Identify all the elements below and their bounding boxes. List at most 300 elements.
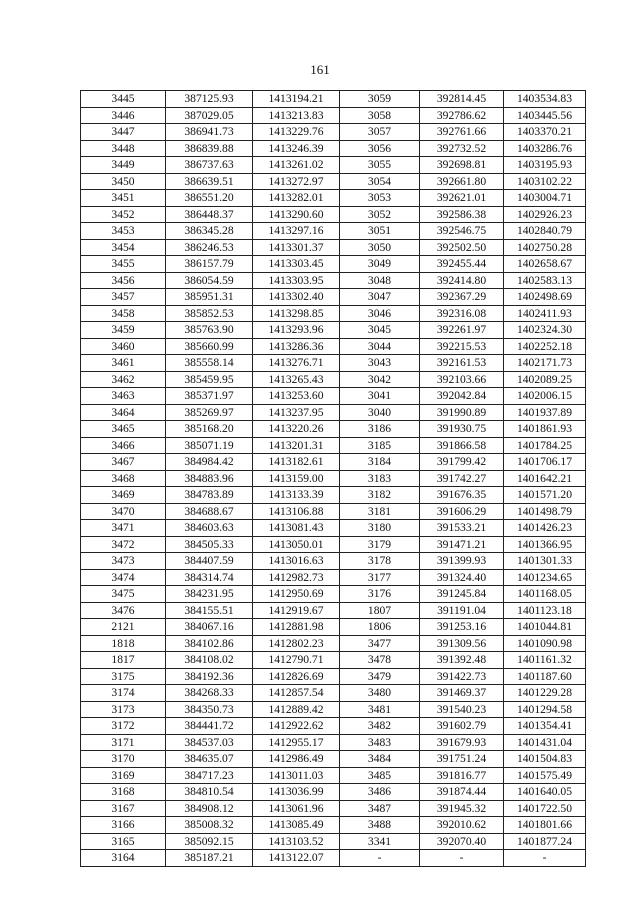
y-coord-left-cell: 1413213.83	[253, 107, 340, 124]
point-id-right-cell: 3478	[340, 652, 420, 669]
y-coord-left-cell: 1413182.61	[253, 454, 340, 471]
table-row	[81, 503, 586, 520]
table-row	[81, 817, 586, 834]
table-row	[81, 767, 586, 784]
y-coord-left-cell: 1413159.00	[253, 470, 340, 487]
x-coord-right-cell: 392367.29	[420, 289, 504, 306]
point-id-right-cell: 3486	[340, 784, 420, 801]
y-coord-right-cell: 1401426.23	[504, 520, 586, 537]
x-coord-right-cell: 392661.80	[420, 173, 504, 190]
y-coord-left-cell: 1413303.45	[253, 256, 340, 273]
y-coord-left-cell: 1412802.23	[253, 635, 340, 652]
x-coord-right-cell: 392455.44	[420, 256, 504, 273]
x-coord-left-cell: 384537.03	[166, 734, 253, 751]
x-coord-left-cell: 385852.53	[166, 305, 253, 322]
y-coord-left-cell: 1413103.52	[253, 833, 340, 850]
point-id-right-cell: 3054	[340, 173, 420, 190]
y-coord-right-cell: 1403370.21	[504, 124, 586, 141]
point-id-left-cell: 3461	[81, 355, 166, 372]
table-row	[81, 734, 586, 751]
y-coord-left-cell: 1413303.95	[253, 272, 340, 289]
point-id-right-cell: 3056	[340, 140, 420, 157]
x-coord-left-cell: 384810.54	[166, 784, 253, 801]
x-coord-left-cell: 386941.73	[166, 124, 253, 141]
y-coord-left-cell: 1413302.40	[253, 289, 340, 306]
point-id-right-cell: 3178	[340, 553, 420, 570]
y-coord-left-cell: 1413016.63	[253, 553, 340, 570]
y-coord-right-cell: 1403286.76	[504, 140, 586, 157]
point-id-right-cell: 3043	[340, 355, 420, 372]
y-coord-right-cell: 1403445.56	[504, 107, 586, 124]
x-coord-right-cell: 391309.56	[420, 635, 504, 652]
point-id-left-cell: 3174	[81, 685, 166, 702]
table-row	[81, 140, 586, 157]
x-coord-right-cell: 392414.80	[420, 272, 504, 289]
y-coord-right-cell: 1402658.67	[504, 256, 586, 273]
x-coord-left-cell: 384314.74	[166, 569, 253, 586]
table-row	[81, 569, 586, 586]
point-id-right-cell: 3185	[340, 437, 420, 454]
y-coord-right-cell: 1402252.18	[504, 338, 586, 355]
y-coord-left-cell: 1413253.60	[253, 388, 340, 405]
x-coord-right-cell: 391471.21	[420, 536, 504, 553]
x-coord-left-cell: 384783.89	[166, 487, 253, 504]
point-id-left-cell: 3474	[81, 569, 166, 586]
point-id-right-cell: 3044	[340, 338, 420, 355]
y-coord-right-cell: 1402411.93	[504, 305, 586, 322]
point-id-right-cell: 3483	[340, 734, 420, 751]
point-id-right-cell: 3048	[340, 272, 420, 289]
x-coord-left-cell: 386054.59	[166, 272, 253, 289]
x-coord-right-cell: 392070.40	[420, 833, 504, 850]
x-coord-left-cell: 384603.63	[166, 520, 253, 537]
table-row	[81, 586, 586, 603]
y-coord-left-cell: 1412889.42	[253, 701, 340, 718]
point-id-left-cell: 3456	[81, 272, 166, 289]
y-coord-right-cell: 1401784.25	[504, 437, 586, 454]
table-row	[81, 536, 586, 553]
table-row	[81, 784, 586, 801]
point-id-left-cell: 3470	[81, 503, 166, 520]
y-coord-left-cell: 1413036.99	[253, 784, 340, 801]
y-coord-right-cell: 1403102.22	[504, 173, 586, 190]
y-coord-left-cell: 1413011.03	[253, 767, 340, 784]
y-coord-right-cell: 1401090.98	[504, 635, 586, 652]
table-row	[81, 685, 586, 702]
y-coord-left-cell: 1412950.69	[253, 586, 340, 603]
y-coord-left-cell: 1413085.49	[253, 817, 340, 834]
x-coord-right-cell: 391816.77	[420, 767, 504, 784]
table-row	[81, 850, 586, 867]
point-id-left-cell: 3445	[81, 91, 166, 108]
point-id-right-cell: 3186	[340, 421, 420, 438]
page-number: 161	[310, 62, 330, 77]
x-coord-right-cell: 391253.16	[420, 619, 504, 636]
point-id-right-cell: 3057	[340, 124, 420, 141]
x-coord-right-cell: 391679.93	[420, 734, 504, 751]
table-row	[81, 553, 586, 570]
y-coord-right-cell: 1401123.18	[504, 602, 586, 619]
y-coord-right-cell: 1401571.20	[504, 487, 586, 504]
table-row	[81, 107, 586, 124]
x-coord-right-cell: 392621.01	[420, 190, 504, 207]
point-id-left-cell: 3168	[81, 784, 166, 801]
y-coord-left-cell: 1412826.69	[253, 668, 340, 685]
x-coord-right-cell: 392316.08	[420, 305, 504, 322]
point-id-right-cell: 3053	[340, 190, 420, 207]
point-id-right-cell: 3480	[340, 685, 420, 702]
point-id-right-cell: 3182	[340, 487, 420, 504]
point-id-left-cell: 3460	[81, 338, 166, 355]
y-coord-left-cell: 1412922.62	[253, 718, 340, 735]
x-coord-right-cell: 392215.53	[420, 338, 504, 355]
y-coord-right-cell: 1401354.41	[504, 718, 586, 735]
point-id-right-cell: 3481	[340, 701, 420, 718]
y-coord-right-cell: 1401168.05	[504, 586, 586, 603]
y-coord-right-cell: 1401366.95	[504, 536, 586, 553]
x-coord-right-cell: 391676.35	[420, 487, 504, 504]
x-coord-right-cell: 392786.62	[420, 107, 504, 124]
y-coord-right-cell: 1401575.49	[504, 767, 586, 784]
y-coord-left-cell: 1413272.97	[253, 173, 340, 190]
y-coord-left-cell: 1412982.73	[253, 569, 340, 586]
table-row	[81, 91, 586, 108]
point-id-right-cell: 3341	[340, 833, 420, 850]
table-row	[81, 338, 586, 355]
y-coord-left-cell: 1413276.71	[253, 355, 340, 372]
x-coord-left-cell: 385763.90	[166, 322, 253, 339]
x-coord-left-cell: 384635.07	[166, 751, 253, 768]
point-id-left-cell: 3170	[81, 751, 166, 768]
y-coord-right-cell: 1401640.05	[504, 784, 586, 801]
point-id-left-cell: 3175	[81, 668, 166, 685]
y-coord-right-cell: 1402840.79	[504, 223, 586, 240]
x-coord-right-cell: 391533.21	[420, 520, 504, 537]
x-coord-left-cell: 386839.88	[166, 140, 253, 157]
point-id-right-cell: 3179	[340, 536, 420, 553]
y-coord-right-cell: 1401301.33	[504, 553, 586, 570]
point-id-right-cell: 1807	[340, 602, 420, 619]
x-coord-right-cell: 391540.23	[420, 701, 504, 718]
x-coord-right-cell: 391469.37	[420, 685, 504, 702]
x-coord-left-cell: 384192.36	[166, 668, 253, 685]
point-id-left-cell: 3476	[81, 602, 166, 619]
point-id-left-cell: 3462	[81, 371, 166, 388]
table-row	[81, 520, 586, 537]
x-coord-left-cell: 385558.14	[166, 355, 253, 372]
table-row	[81, 668, 586, 685]
x-coord-left-cell: 386639.51	[166, 173, 253, 190]
point-id-left-cell: 3464	[81, 404, 166, 421]
x-coord-left-cell: 385269.97	[166, 404, 253, 421]
point-id-left-cell: 3459	[81, 322, 166, 339]
coordinates-table-body	[81, 91, 586, 867]
point-id-left-cell: 3446	[81, 107, 166, 124]
table-row	[81, 371, 586, 388]
table-row	[81, 404, 586, 421]
table-row	[81, 701, 586, 718]
y-coord-left-cell: 1412881.98	[253, 619, 340, 636]
table-row	[81, 388, 586, 405]
table-row	[81, 239, 586, 256]
y-coord-left-cell: 1412986.49	[253, 751, 340, 768]
point-id-right-cell: 1806	[340, 619, 420, 636]
point-id-left-cell: 3450	[81, 173, 166, 190]
table-row	[81, 421, 586, 438]
x-coord-left-cell: 386246.53	[166, 239, 253, 256]
table-row	[81, 272, 586, 289]
x-coord-left-cell: 385459.95	[166, 371, 253, 388]
y-coord-right-cell: 1401937.89	[504, 404, 586, 421]
x-coord-right-cell: 391874.44	[420, 784, 504, 801]
point-id-right-cell: 3487	[340, 800, 420, 817]
point-id-left-cell: 2121	[81, 619, 166, 636]
x-coord-left-cell: 385092.15	[166, 833, 253, 850]
x-coord-left-cell: 385951.31	[166, 289, 253, 306]
y-coord-right-cell: -	[504, 850, 586, 867]
point-id-left-cell: 3468	[81, 470, 166, 487]
x-coord-right-cell: 391799.42	[420, 454, 504, 471]
point-id-left-cell: 3469	[81, 487, 166, 504]
point-id-left-cell: 3463	[81, 388, 166, 405]
x-coord-right-cell: 392010.62	[420, 817, 504, 834]
point-id-left-cell: 3172	[81, 718, 166, 735]
x-coord-left-cell: 384883.96	[166, 470, 253, 487]
point-id-right-cell: 3040	[340, 404, 420, 421]
y-coord-left-cell: 1413201.31	[253, 437, 340, 454]
point-id-right-cell: 3052	[340, 206, 420, 223]
table-row	[81, 190, 586, 207]
y-coord-right-cell: 1401706.17	[504, 454, 586, 471]
point-id-right-cell: 3059	[340, 91, 420, 108]
point-id-left-cell: 3448	[81, 140, 166, 157]
point-id-right-cell: 3055	[340, 157, 420, 174]
x-coord-left-cell: 384717.23	[166, 767, 253, 784]
x-coord-right-cell: 391866.58	[420, 437, 504, 454]
x-coord-right-cell: 391399.93	[420, 553, 504, 570]
y-coord-right-cell: 1401229.28	[504, 685, 586, 702]
x-coord-left-cell: 384908.12	[166, 800, 253, 817]
point-id-right-cell: 3488	[340, 817, 420, 834]
point-id-right-cell: 3046	[340, 305, 420, 322]
point-id-left-cell: 3169	[81, 767, 166, 784]
x-coord-right-cell: 392761.66	[420, 124, 504, 141]
point-id-right-cell: 3485	[340, 767, 420, 784]
point-id-right-cell: 3482	[340, 718, 420, 735]
y-coord-right-cell: 1401861.93	[504, 421, 586, 438]
x-coord-left-cell: 386551.20	[166, 190, 253, 207]
x-coord-left-cell: 384505.33	[166, 536, 253, 553]
y-coord-left-cell: 1412955.17	[253, 734, 340, 751]
point-id-right-cell: 3477	[340, 635, 420, 652]
y-coord-left-cell: 1413298.85	[253, 305, 340, 322]
x-coord-right-cell: 391602.79	[420, 718, 504, 735]
y-coord-right-cell: 1401044.81	[504, 619, 586, 636]
y-coord-left-cell: 1413061.96	[253, 800, 340, 817]
y-coord-left-cell: 1413297.16	[253, 223, 340, 240]
y-coord-right-cell: 1403534.83	[504, 91, 586, 108]
y-coord-right-cell: 1402089.25	[504, 371, 586, 388]
point-id-right-cell: -	[340, 850, 420, 867]
y-coord-right-cell: 1401642.21	[504, 470, 586, 487]
x-coord-right-cell: 391392.48	[420, 652, 504, 669]
point-id-right-cell: 3050	[340, 239, 420, 256]
x-coord-right-cell: 392586.38	[420, 206, 504, 223]
point-id-right-cell: 3180	[340, 520, 420, 537]
x-coord-right-cell: 392042.84	[420, 388, 504, 405]
x-coord-right-cell: 392103.66	[420, 371, 504, 388]
y-coord-left-cell: 1413122.07	[253, 850, 340, 867]
table-row	[81, 206, 586, 223]
x-coord-left-cell: 386345.28	[166, 223, 253, 240]
y-coord-left-cell: 1412790.71	[253, 652, 340, 669]
point-id-right-cell: 3181	[340, 503, 420, 520]
table-row	[81, 173, 586, 190]
point-id-left-cell: 3452	[81, 206, 166, 223]
point-id-left-cell: 3465	[81, 421, 166, 438]
y-coord-left-cell: 1413220.26	[253, 421, 340, 438]
y-coord-left-cell: 1413282.01	[253, 190, 340, 207]
x-coord-left-cell: 385187.21	[166, 850, 253, 867]
x-coord-right-cell: 391751.24	[420, 751, 504, 768]
x-coord-left-cell: 386448.37	[166, 206, 253, 223]
point-id-left-cell: 3173	[81, 701, 166, 718]
y-coord-left-cell: 1413194.21	[253, 91, 340, 108]
y-coord-left-cell: 1413286.36	[253, 338, 340, 355]
x-coord-right-cell: 391930.75	[420, 421, 504, 438]
table-row	[81, 355, 586, 372]
x-coord-left-cell: 385071.19	[166, 437, 253, 454]
point-id-left-cell: 3171	[81, 734, 166, 751]
point-id-left-cell: 3472	[81, 536, 166, 553]
y-coord-left-cell: 1413265.43	[253, 371, 340, 388]
table-row	[81, 800, 586, 817]
y-coord-left-cell: 1413290.60	[253, 206, 340, 223]
x-coord-left-cell: 384407.59	[166, 553, 253, 570]
y-coord-left-cell: 1413301.37	[253, 239, 340, 256]
x-coord-right-cell: 392261.97	[420, 322, 504, 339]
point-id-left-cell: 3166	[81, 817, 166, 834]
point-id-right-cell: 3183	[340, 470, 420, 487]
x-coord-right-cell: 392502.50	[420, 239, 504, 256]
y-coord-right-cell: 1403195.93	[504, 157, 586, 174]
point-id-left-cell: 3455	[81, 256, 166, 273]
point-id-right-cell: 3047	[340, 289, 420, 306]
x-coord-left-cell: 385168.20	[166, 421, 253, 438]
x-coord-left-cell: 384155.51	[166, 602, 253, 619]
y-coord-right-cell: 1401161.32	[504, 652, 586, 669]
point-id-right-cell: 3045	[340, 322, 420, 339]
x-coord-right-cell: 392546.75	[420, 223, 504, 240]
point-id-right-cell: 3041	[340, 388, 420, 405]
point-id-left-cell: 3449	[81, 157, 166, 174]
x-coord-left-cell: 385008.32	[166, 817, 253, 834]
x-coord-right-cell: 391990.89	[420, 404, 504, 421]
table-row	[81, 718, 586, 735]
y-coord-right-cell: 1402926.23	[504, 206, 586, 223]
y-coord-right-cell: 1402498.69	[504, 289, 586, 306]
x-coord-left-cell: 384231.95	[166, 586, 253, 603]
y-coord-right-cell: 1402324.30	[504, 322, 586, 339]
point-id-left-cell: 3475	[81, 586, 166, 603]
x-coord-right-cell: 392732.52	[420, 140, 504, 157]
table-row	[81, 487, 586, 504]
y-coord-left-cell: 1413133.39	[253, 487, 340, 504]
y-coord-left-cell: 1413081.43	[253, 520, 340, 537]
table-row	[81, 223, 586, 240]
x-coord-left-cell: 385660.99	[166, 338, 253, 355]
x-coord-right-cell: 391245.84	[420, 586, 504, 603]
point-id-left-cell: 3454	[81, 239, 166, 256]
x-coord-right-cell: 392161.53	[420, 355, 504, 372]
y-coord-left-cell: 1412919.67	[253, 602, 340, 619]
x-coord-left-cell: 384108.02	[166, 652, 253, 669]
point-id-right-cell: 3049	[340, 256, 420, 273]
y-coord-right-cell: 1402171.73	[504, 355, 586, 372]
table-row	[81, 437, 586, 454]
y-coord-right-cell: 1402583.13	[504, 272, 586, 289]
point-id-left-cell: 3167	[81, 800, 166, 817]
y-coord-right-cell: 1402750.28	[504, 239, 586, 256]
point-id-left-cell: 1818	[81, 635, 166, 652]
y-coord-right-cell: 1401431.04	[504, 734, 586, 751]
table-row	[81, 751, 586, 768]
y-coord-left-cell: 1413050.01	[253, 536, 340, 553]
x-coord-right-cell: 391742.27	[420, 470, 504, 487]
x-coord-right-cell: 391191.04	[420, 602, 504, 619]
x-coord-right-cell: 391422.73	[420, 668, 504, 685]
point-id-left-cell: 1817	[81, 652, 166, 669]
x-coord-left-cell: 387029.05	[166, 107, 253, 124]
point-id-right-cell: 3484	[340, 751, 420, 768]
table-row	[81, 322, 586, 339]
point-id-right-cell: 3184	[340, 454, 420, 471]
x-coord-left-cell: 384441.72	[166, 718, 253, 735]
point-id-left-cell: 3458	[81, 305, 166, 322]
point-id-right-cell: 3042	[340, 371, 420, 388]
x-coord-right-cell: 392698.81	[420, 157, 504, 174]
table-row	[81, 454, 586, 471]
point-id-right-cell: 3177	[340, 569, 420, 586]
table-row	[81, 157, 586, 174]
point-id-left-cell: 3467	[81, 454, 166, 471]
point-id-left-cell: 3471	[81, 520, 166, 537]
x-coord-left-cell: 386157.79	[166, 256, 253, 273]
y-coord-right-cell: 1401801.66	[504, 817, 586, 834]
table-row	[81, 256, 586, 273]
table-row	[81, 124, 586, 141]
coordinates-table	[80, 90, 586, 867]
y-coord-right-cell: 1401722.50	[504, 800, 586, 817]
table-row	[81, 289, 586, 306]
y-coord-right-cell: 1401294.58	[504, 701, 586, 718]
table-row	[81, 635, 586, 652]
y-coord-right-cell: 1401187.60	[504, 668, 586, 685]
x-coord-left-cell: 385371.97	[166, 388, 253, 405]
x-coord-left-cell: 387125.93	[166, 91, 253, 108]
point-id-right-cell: 3051	[340, 223, 420, 240]
table-row	[81, 619, 586, 636]
table-row	[81, 833, 586, 850]
x-coord-left-cell: 384688.67	[166, 503, 253, 520]
point-id-right-cell: 3479	[340, 668, 420, 685]
y-coord-left-cell: 1413293.96	[253, 322, 340, 339]
x-coord-right-cell: 391606.29	[420, 503, 504, 520]
x-coord-right-cell: 392814.45	[420, 91, 504, 108]
x-coord-left-cell: 386737.63	[166, 157, 253, 174]
point-id-left-cell: 3457	[81, 289, 166, 306]
y-coord-right-cell: 1402006.15	[504, 388, 586, 405]
